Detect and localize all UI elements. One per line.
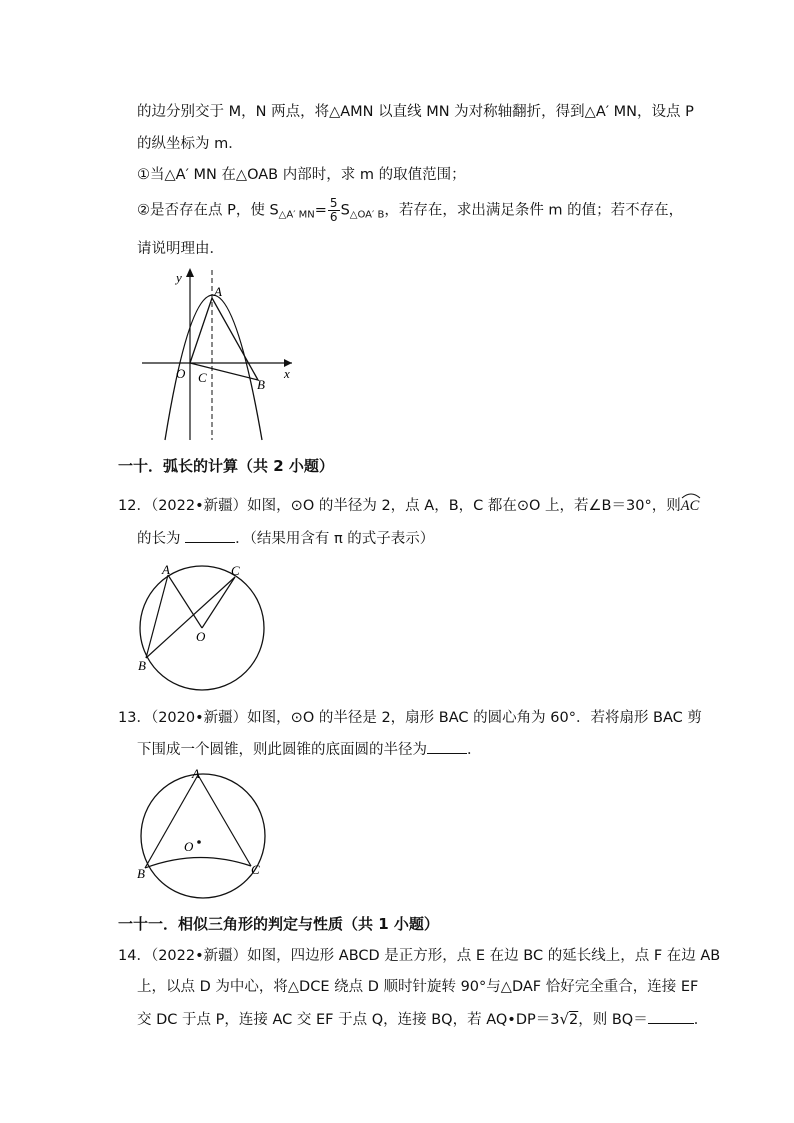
p11-label-A: A [214, 284, 222, 299]
sqrt-icon: √ [559, 1010, 570, 1028]
p11-sub2: △OA′ B [349, 209, 385, 221]
p12-label-A: A [162, 562, 170, 577]
p11-part2-a: ②是否存在点 P，使 S [137, 202, 279, 219]
p14-source: （2022•新疆） [150, 948, 248, 964]
p14-line3-b: ，则 BQ＝ [578, 1012, 648, 1028]
p11-part2-b: S [340, 202, 350, 219]
p12-label-B: B [138, 658, 146, 673]
p11-frac-den: 6 [329, 210, 338, 224]
p14-line3-a: 交 DC 于点 P，连接 AC 交 EF 于点 Q，连接 BQ，若 AQ•DP＝3 [137, 1012, 560, 1028]
p12-label-C: C [231, 563, 240, 578]
p14-number: 14． [118, 948, 151, 964]
p14-answer-blank[interactable] [648, 1009, 694, 1024]
p11-part2-c: ，若存在，求出满足条件 m 的值；若不存在， [384, 202, 684, 219]
p13-label-O: O [184, 839, 194, 854]
section-10-title: 一十．弧长的计算（共 2 小题） [118, 457, 334, 475]
p11-label-B: B [257, 377, 265, 392]
p11-label-y: y [176, 270, 182, 285]
p14-text: 如图，四边形 ABCD 是正方形，点 E 在边 BC 的延长线上，点 F 在边 AB [247, 948, 721, 964]
p11-label-C: C [198, 370, 207, 385]
p14-line3-end: ． [693, 1012, 709, 1028]
p12-number: 12． [118, 498, 151, 514]
p13-number: 13． [118, 710, 151, 726]
p13-text: 如图，⊙O 的半径是 2，扇形 BAC 的圆心角为 60°．若将扇形 BAC 剪 [247, 710, 702, 726]
p12-line2-b: ．（结果用含有 π 的式子表示） [235, 531, 435, 547]
p11-line2: 的纵坐标为 m． [137, 136, 243, 152]
p14-line2: 上，以点 D 为中心，将△DCE 绕点 D 顺时针旋转 90°与△DAF 恰好完全重合，连接 EF [137, 979, 699, 995]
p11-label-x: x [284, 366, 290, 381]
p12-text: 如图，⊙O 的半径为 2，点 A，B，C 都在⊙O 上，若∠B＝30°，则 [247, 498, 681, 514]
p13-line2-text: 下围成一个圆锥，则此圆锥的底面圆的半径为 [137, 742, 427, 758]
p11-line1: 的边分别交于 M，N 两点，将△AMN 以直线 MN 为对称轴翻折，得到△A′ MN，设点 P [137, 104, 694, 120]
p12-arc-label: AC [680, 498, 700, 514]
p14-line1 [118, 946, 720, 966]
p11-eq: = [314, 202, 327, 219]
p11-sub1: △A′ MN [278, 209, 315, 221]
p14-line3 [137, 1009, 708, 1030]
p12-label-O: O [196, 629, 206, 644]
p13-label-A: A [192, 766, 200, 781]
p11-part1: ①当△A′ MN 在△OAB 内部时，求 m 的取值范围； [137, 167, 466, 183]
p11-frac-num: 5 [329, 196, 338, 210]
p14-radicand: 2 [569, 1012, 579, 1028]
p12-source: （2022•新疆） [150, 498, 248, 514]
p13-line2-end: ． [467, 742, 482, 758]
p13-label-B: B [137, 866, 145, 881]
p11-label-O: O [176, 366, 186, 381]
section-11-title: 一十一．相似三角形的判定与性质（共 1 小题） [118, 915, 439, 933]
p11-line-last: 请说明理由． [137, 241, 224, 257]
p13-source: （2020•新疆） [150, 710, 248, 726]
p13-label-C: C [251, 862, 260, 877]
p12-line2-a: 的长为 [137, 531, 181, 547]
